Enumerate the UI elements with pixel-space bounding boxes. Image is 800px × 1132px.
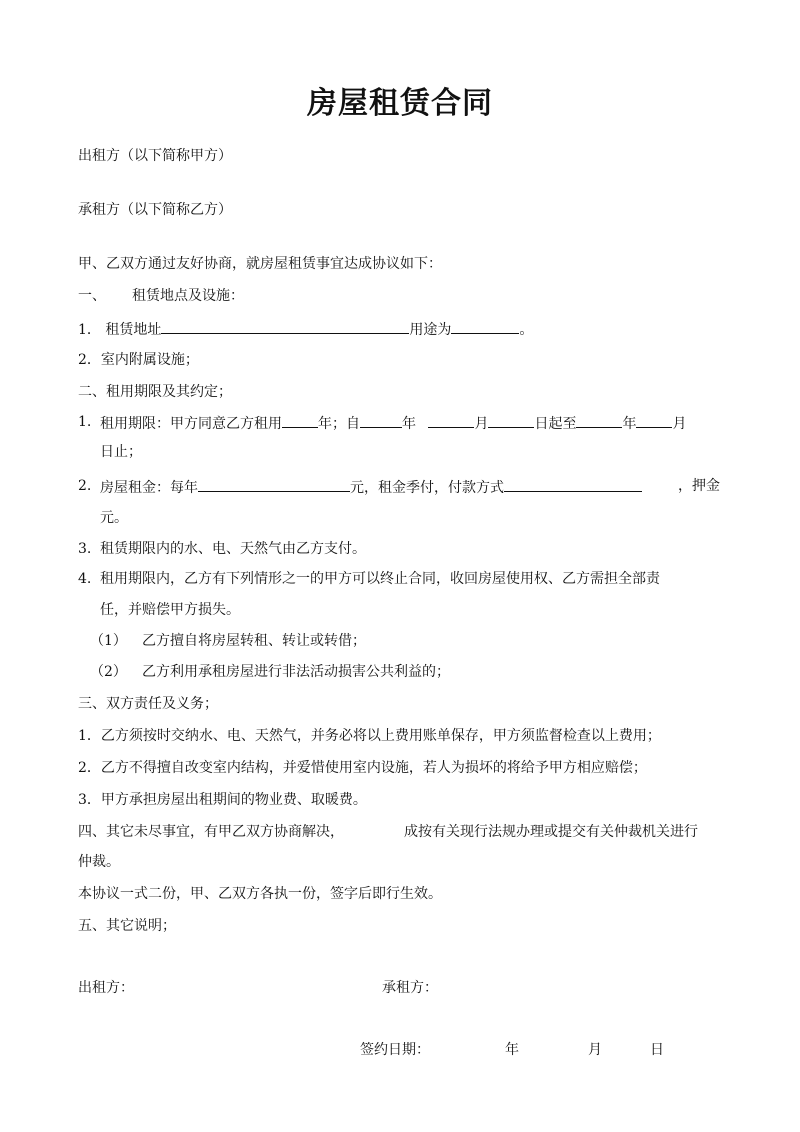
section-2-item-2-cont: 元。 [100, 510, 128, 526]
address-label: 租赁地址 [105, 322, 162, 338]
lessor-signature-label: 出租方： [78, 980, 134, 996]
usage-label: 用途为 [409, 322, 452, 338]
term-years-blank[interactable] [282, 412, 318, 428]
section-2-heading: 二、租用期限及其约定； [78, 384, 232, 400]
section-3-heading: 三、双方责任及义务； [78, 696, 218, 712]
section-2-item-4: 租用期限内，乙方有下列情形之一的甲方可以终止合同，收回房屋使用权、乙方需担全部责 [100, 571, 660, 587]
month-label: 月 [474, 416, 489, 432]
section-1-item-2: 2．室内附属设施； [78, 352, 199, 368]
year-label: 年 [402, 416, 416, 432]
sub-item-2-number: （2） [90, 664, 127, 680]
section-1-number: 一、 [78, 288, 106, 304]
section-2-item-4-number: 4. [78, 571, 92, 587]
section-4-text-right: 成按有关现行法规办理或提交有关仲裁机关进行 [404, 824, 698, 840]
section-2-item-1-number: 1. [78, 414, 92, 430]
start-day-blank[interactable] [488, 412, 534, 428]
item-number: 1． [78, 322, 101, 338]
sub-item-1: 乙方擅自将房屋转租、转让或转借； [142, 633, 366, 649]
deposit-label: ，押金 [678, 478, 720, 494]
sign-date-label: 签约日期： [360, 1042, 430, 1058]
section-1-item-1 [78, 318, 533, 340]
lessor-line: 出租方（以下简称甲方） [78, 148, 232, 164]
sub-item-2: 乙方利用承租房屋进行非法活动损害公共利益的； [142, 664, 450, 680]
lessee-signature-label: 承租方： [382, 980, 438, 996]
end-year-blank[interactable] [576, 412, 622, 428]
rent-amount-blank[interactable] [198, 476, 350, 492]
section-2-item-2-number: 2. [78, 478, 92, 494]
lessee-line: 承租方（以下简称乙方） [78, 202, 232, 218]
section-2-item-1 [100, 412, 686, 434]
address-blank[interactable] [161, 318, 409, 334]
sub-item-1-number: （1） [90, 633, 127, 649]
years-from-label: 年；自 [318, 416, 360, 432]
end-year-label: 年 [622, 416, 637, 432]
section-2-item-3-number: 3. [78, 541, 92, 557]
rent-label: 房屋租金：每年 [100, 480, 198, 496]
section-3-item-2: 2．乙方不得擅自改变室内结构，并爱惜使用室内设施，若人为损坏的将给予甲方相应赔偿； [78, 760, 647, 776]
start-year-blank[interactable] [360, 412, 402, 428]
section-3-item-3: 3．甲方承担房屋出租期间的物业费、取暖费。 [78, 792, 367, 808]
sign-date-month: 月 [588, 1042, 602, 1058]
section-3-item-1: 1．乙方须按时交纳水、电、天然气，并务必将以上费用账单保存，甲方须监督检查以上费用； [78, 728, 661, 744]
section-5-heading: 五、其它说明； [78, 918, 176, 934]
section-4-text: 四、其它未尽事宜，有甲乙双方协商解决， [78, 824, 344, 840]
section-4-cont: 仲裁。 [78, 854, 120, 870]
section-2-item-3: 租赁期限内的水、电、天然气由乙方支付。 [100, 541, 366, 557]
section-1-heading: 租赁地点及设施： [132, 288, 244, 304]
section-2-item-1-cont: 日止； [100, 444, 142, 460]
payment-method-blank[interactable] [504, 476, 642, 492]
sign-date-day: 日 [650, 1042, 664, 1058]
end-month-label: 月 [672, 416, 687, 432]
usage-blank[interactable] [451, 318, 519, 334]
sign-date-year: 年 [505, 1042, 519, 1058]
lease-term-label: 租用期限：甲方同意乙方租用 [100, 416, 282, 432]
intro-paragraph: 甲、乙双方通过友好协商，就房屋租赁事宜达成协议如下： [78, 256, 442, 272]
copies-clause: 本协议一式二份，甲、乙双方各执一份，签字后即行生效。 [78, 886, 442, 902]
start-month-blank[interactable] [428, 412, 474, 428]
day-until-label: 日起至 [534, 416, 577, 432]
section-2-item-4-cont: 任，并赔偿甲方损失。 [100, 602, 240, 618]
payment-method-label: 元，租金季付，付款方式 [350, 480, 504, 496]
end-month-blank[interactable] [636, 412, 672, 428]
document-title: 房屋租赁合同 [307, 86, 493, 121]
section-2-item-2 [100, 476, 642, 498]
period-mark: 。 [519, 322, 534, 338]
